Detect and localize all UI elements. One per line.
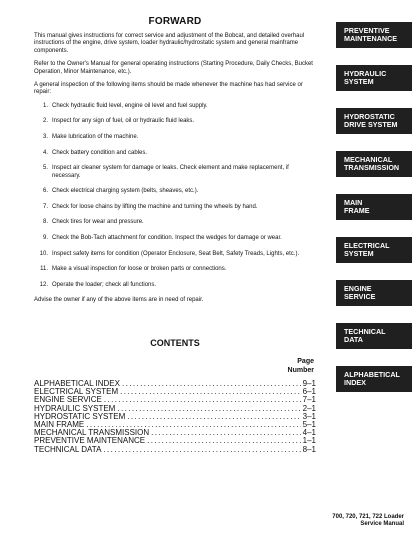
- item-number: 7.: [42, 203, 48, 210]
- advise-text: Advise the owner if any of the above items are in need of repair.: [34, 297, 204, 304]
- toc-page: 6–1: [302, 387, 316, 397]
- forward-paragraph-2: Refer to the Owner's Manual for general operating instructions (Starting Procedure, Daily Checks, Bucket Operation, Minor Maintenance, etc.).: [34, 61, 313, 75]
- inspection-list: [34, 103, 316, 289]
- tab-label-line-1: MAIN: [344, 197, 363, 207]
- item-number: 12.: [39, 281, 48, 288]
- toc-title: ALPHABETICAL INDEX: [34, 379, 120, 388]
- toc-leader: [127, 413, 300, 421]
- item-text: Check for loose chains by lifting the machine and turning the wheels by hand.: [52, 203, 258, 210]
- item-number: 5.: [42, 165, 48, 172]
- toc-leader: [151, 429, 301, 437]
- item-number: 3.: [42, 134, 48, 141]
- page-number-heading: [200, 357, 314, 375]
- tab-label-line-2: SYSTEM: [344, 77, 374, 86]
- list-item: [34, 282, 316, 289]
- tab-main-frame[interactable]: [336, 194, 412, 220]
- item-number: 11.: [40, 266, 48, 273]
- item-number: 8.: [42, 219, 48, 226]
- tab-label-line-1: MECHANICAL: [344, 154, 393, 164]
- toc-title: ELECTRICAL SYSTEM: [34, 387, 119, 397]
- item-number: 10.: [39, 250, 48, 257]
- toc-page: 7–1: [302, 395, 316, 405]
- footer-manual-line: Service Manual: [360, 521, 404, 527]
- item-text: Check hydraulic fluid level, engine oil level and fuel supply.: [52, 102, 208, 109]
- tab-label-line-1: ALPHABETICAL: [344, 369, 400, 379]
- tab-label-line-2: FRAME: [344, 206, 370, 215]
- tab-label-line-1: TECHNICAL: [344, 326, 386, 336]
- tab-label-line-2: SYSTEM: [344, 249, 374, 258]
- toc-row-technical-data[interactable]: [34, 446, 316, 454]
- toc-title: HYDROSTATIC SYSTEM: [34, 411, 126, 421]
- tab-label-line-2: TRANSMISSION: [344, 163, 400, 172]
- toc-page: 3–1: [302, 411, 316, 421]
- item-number: 1.: [42, 102, 48, 109]
- tab-label-line-1: HYDRAULIC: [344, 68, 387, 78]
- list-item: [34, 204, 316, 211]
- item-text: Check battery condition and cables.: [52, 149, 148, 156]
- forward-title: FORWARD: [148, 16, 202, 27]
- list-item: [34, 134, 316, 141]
- item-text: Make lubrication of the machine.: [52, 134, 139, 141]
- toc-title: MAIN FRAME: [34, 420, 85, 430]
- toc-page: 9–1: [302, 379, 316, 388]
- forward-paragraph-3: A general inspection of the following items should be made whenever the machine has had service or repair:: [34, 82, 303, 96]
- tab-label-line-1: HYDROSTATIC: [344, 111, 395, 121]
- item-text: Make a visual inspection for loose or broken parts or connections.: [52, 266, 227, 273]
- list-item: [34, 219, 316, 226]
- toc-leader: [104, 396, 301, 404]
- list-item: [34, 251, 316, 258]
- toc-page: 8–1: [302, 444, 316, 454]
- tab-electrical-system[interactable]: [336, 237, 412, 263]
- tab-label-line-2: MAINTENANCE: [344, 34, 398, 43]
- tab-technical-data[interactable]: [336, 323, 412, 349]
- tab-label-line-2: SERVICE: [344, 292, 376, 301]
- item-text: Check tires for wear and pressure.: [52, 219, 144, 226]
- item-text: Inspect air cleaner system for damage or leaks. Check element and make replacement, if necessary.: [52, 165, 289, 179]
- tab-label-line-1: ELECTRICAL: [344, 240, 390, 250]
- tab-alphabetical-index[interactable]: [336, 366, 412, 392]
- item-number: 2.: [42, 118, 48, 125]
- table-of-contents: [34, 380, 316, 454]
- list-item: [34, 235, 316, 242]
- tab-mechanical-transmission[interactable]: [336, 151, 412, 177]
- toc-page: 2–1: [302, 403, 316, 413]
- tab-hydrostatic-drive-system[interactable]: [336, 108, 412, 134]
- list-item: [34, 188, 316, 195]
- toc-page: 1–1: [302, 436, 316, 446]
- item-text: Check the Bob-Tach attachment for condition. Inspect the wedges for damage or wear.: [52, 235, 282, 241]
- list-item: [34, 103, 316, 110]
- toc-title: MECHANICAL TRANSMISSION: [34, 428, 150, 438]
- toc-leader: [120, 388, 300, 396]
- item-number: 4.: [42, 149, 48, 156]
- toc-title: ENGINE SERVICE: [34, 395, 102, 405]
- toc-leader: [103, 446, 300, 454]
- item-text: Inspect safety items for condition (Operator Enclosure, Seat Belt, Safety Treads, Lights, etc.).: [52, 250, 300, 257]
- toc-title: PREVENTIVE MAINTENANCE: [34, 436, 146, 446]
- manual-footer: [332, 514, 404, 528]
- tab-preventive-maintenance[interactable]: [336, 22, 412, 48]
- item-text: Inspect for any sign of fuel, oil or hydraulic fluid leaks.: [52, 118, 195, 125]
- list-item: [34, 266, 316, 273]
- toc-title: HYDRAULIC SYSTEM: [34, 403, 116, 413]
- tab-label-line-2: INDEX: [344, 378, 366, 387]
- tab-engine-service[interactable]: [336, 280, 412, 306]
- item-text: Operate the loader; check all functions.: [52, 281, 157, 288]
- item-number: 9.: [42, 235, 48, 241]
- item-text: Check electrical charging system (belts, sheaves, etc.).: [52, 188, 199, 195]
- tab-label-line-2: DATA: [344, 335, 363, 344]
- toc-leader: [122, 380, 301, 388]
- toc-leader: [117, 405, 300, 413]
- tab-hydraulic-system[interactable]: [336, 65, 412, 91]
- tab-label-line-1: PREVENTIVE: [344, 25, 390, 35]
- list-item: [34, 150, 316, 157]
- footer-model-line: 700, 720, 721, 722 Loader: [332, 514, 404, 520]
- toc-title: TECHNICAL DATA: [34, 444, 102, 454]
- contents-title: CONTENTS: [150, 338, 200, 348]
- list-item: [34, 165, 316, 180]
- forward-section: [34, 16, 316, 311]
- tab-label-line-1: ENGINE: [344, 283, 372, 293]
- tab-label-line-2: DRIVE SYSTEM: [344, 120, 398, 129]
- toc-page: 4–1: [302, 428, 316, 438]
- page-heading-line-2: Number: [287, 367, 314, 374]
- forward-paragraph-1: This manual gives instructions for correct service and adjustment of the Bobcat, and detailed overhaul instructions of the engine, drive system, loader hydraulic/hydrostatic system and general mainframe components.: [34, 33, 305, 54]
- page-heading-line-1: Page: [297, 358, 314, 365]
- toc-page: 5–1: [302, 420, 316, 430]
- toc-leader: [147, 437, 301, 445]
- list-item: [34, 118, 316, 125]
- item-number: 6.: [42, 188, 48, 195]
